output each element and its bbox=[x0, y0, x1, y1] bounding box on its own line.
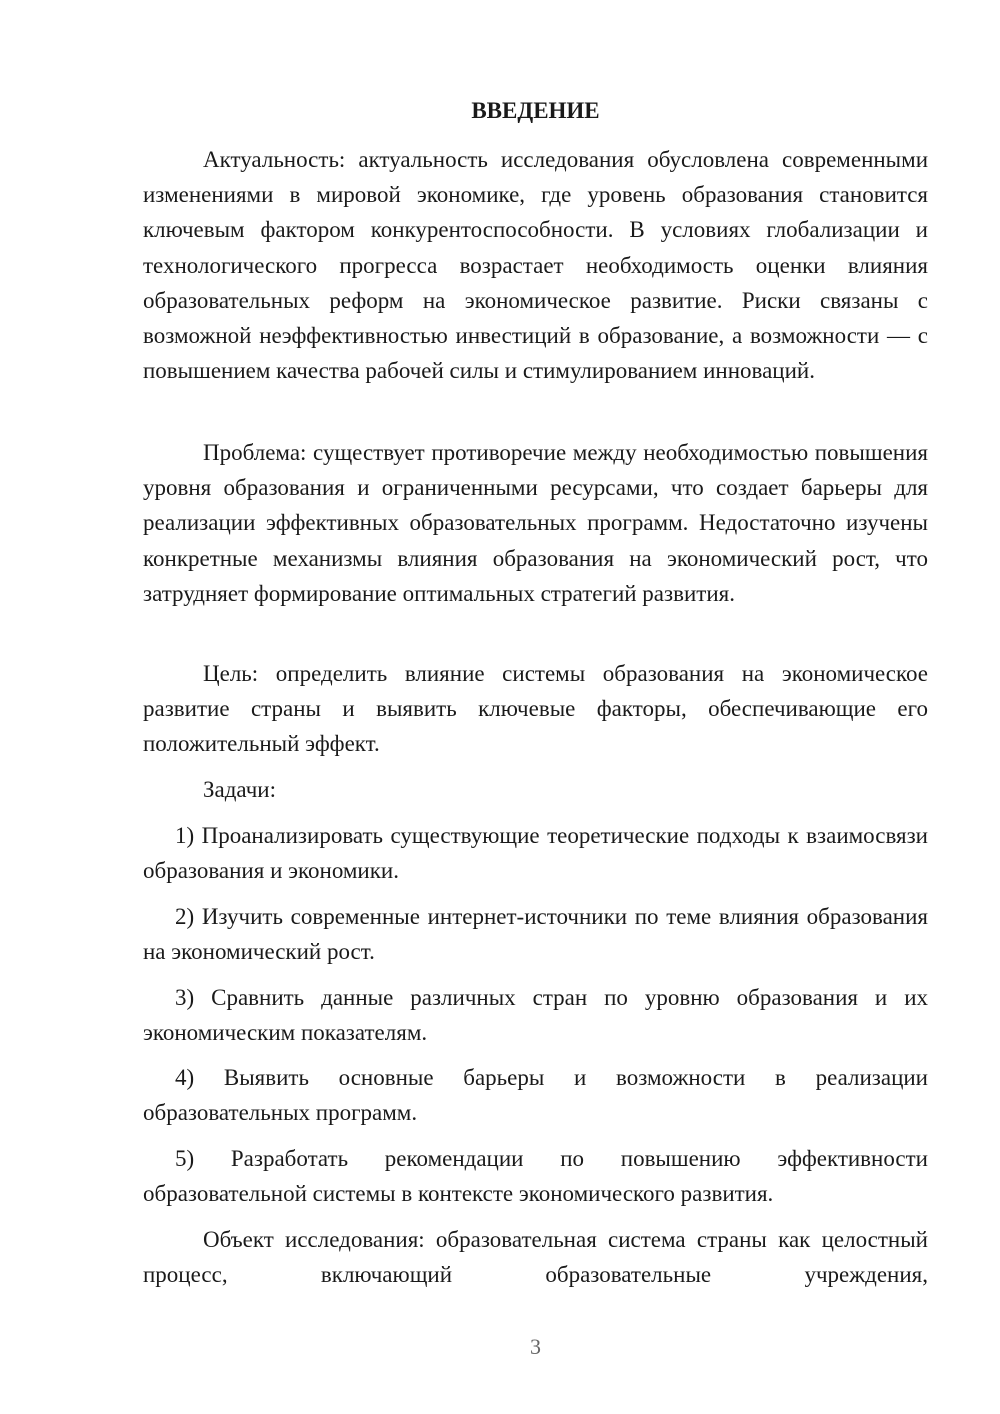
page-number: 3 bbox=[530, 1334, 541, 1359]
goal-paragraph: Цель: определить влияние системы образования на экономическое развитие страны и выявить ключевые факторы, обеспечивающие его положительный эффект. bbox=[143, 661, 928, 757]
relevance-paragraph: Актуальность: актуальность исследования обусловлена современными изменениями в мировой экономике, где уровень образования становится ключевым фактором конкурентоспособности. В условиях глобализации и технологического прогресса возрастает необходимость оценки влияния образовательных реформ на экономическое развитие. Риски связаны с возможной неэффективностью инвестиций в образование, а возможности — с повышением качества рабочей силы и стимулированием инноваций. bbox=[143, 147, 928, 384]
task-item-1: 1) Проанализировать существующие теоретические подходы к взаимосвязи образования и экономики. bbox=[143, 823, 928, 884]
tasks-label: Задачи: bbox=[203, 777, 276, 802]
task-item-4: 4) Выявить основные барьеры и возможности в реализации образовательных программ. bbox=[143, 1065, 928, 1126]
page-title: ВВЕДЕНИЕ bbox=[471, 98, 600, 123]
object-paragraph: Объект исследования: образовательная система страны как целостный процесс, включающий образовательные учреждения, bbox=[143, 1227, 928, 1288]
task-item-2: 2) Изучить современные интернет-источники по теме влияния образования на экономический рост. bbox=[143, 904, 928, 965]
task-item-3: 3) Сравнить данные различных стран по уровню образования и их экономическим показателям. bbox=[143, 985, 928, 1046]
task-item-5: 5) Разработать рекомендации по повышению эффективности образовательной системы в контексте экономического развития. bbox=[143, 1146, 928, 1207]
document-page bbox=[143, 0, 928, 1414]
problem-paragraph: Проблема: существует противоречие между необходимостью повышения уровня образования и ограниченными ресурсами, что создает барьеры для реализации эффективных образовательных программ. Недостаточно изучены конкретные механизмы влияния образования на экономический рост, что затрудняет формирование оптимальных стратегий развития. bbox=[143, 440, 928, 606]
